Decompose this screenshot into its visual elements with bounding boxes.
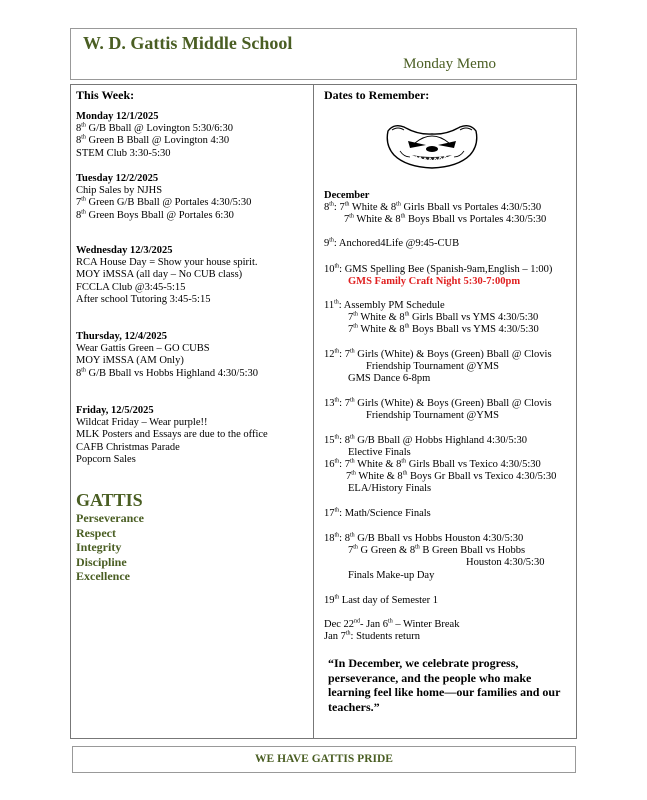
day-block <box>76 173 251 222</box>
day-block <box>76 111 233 160</box>
month-heading: December <box>324 190 370 201</box>
day-item: Wear Gattis Green – GO CUBS <box>76 343 210 355</box>
day-item: STEM Club 3:30-5:30 <box>76 147 171 159</box>
day-item: MOY iMSSA (all day – No CUB class) <box>76 269 243 281</box>
event-line: 15th: 8th G/B Bball @ Hobbs Highland 4:30/5:30 <box>324 434 528 446</box>
quote: “In December, we celebrate progress, perseverance, and the people who make learning feel like home—our families and our teachers.” <box>328 656 561 714</box>
day-date: Friday, 12/5/2025 <box>76 405 154 416</box>
event-line: 7th G Green & 8th B Green Bball vs Hobbs <box>348 544 526 556</box>
day-item: 8th Green Boys Bball @ Portales 6:30 <box>76 209 234 221</box>
this-week-heading: This Week: <box>76 88 135 102</box>
day-date: Wednesday 12/3/2025 <box>76 245 173 256</box>
dates-heading: Dates to Remember: <box>324 88 430 102</box>
value-item: Perseverance <box>76 511 144 525</box>
day-block <box>76 405 268 466</box>
day-date: Thursday, 12/4/2025 <box>76 331 168 342</box>
event-line: 11th: Assembly PM Schedule <box>324 299 445 311</box>
event-line-highlight: GMS Family Craft Night 5:30-7:00pm <box>348 276 521 287</box>
day-item: Chip Sales by NJHS <box>76 185 163 197</box>
event-line: 19th Last day of Semester 1 <box>324 594 439 606</box>
event-line: Dec 22nd- Jan 6th – Winter Break <box>324 618 460 630</box>
value-item: Respect <box>76 525 116 540</box>
event-line: 7th White & 8th Girls Bball vs YMS 4:30/5:30 <box>348 311 539 323</box>
event-line: ELA/History Finals <box>348 483 432 494</box>
day-block <box>76 331 258 380</box>
day-item: RCA House Day = Show your house spirit. <box>76 257 258 269</box>
footer-banner: WE HAVE GATTIS PRIDE <box>72 746 576 773</box>
event-line: Finals Make-up Day <box>348 570 435 581</box>
day-date: Monday 12/1/2025 <box>76 111 159 122</box>
event-line: Friendship Tournament @YMS <box>366 361 499 372</box>
event-line: 12th: 7th Girls (White) & Boys (Green) Bball @ Clovis <box>324 348 552 360</box>
event-line: 16th: 7th White & 8th Girls Bball vs Texico 4:30/5:30 <box>324 458 541 470</box>
day-item: FCCLA Club @3:45-5:15 <box>76 281 186 293</box>
event-line: Jan 7th: Students return <box>324 630 420 642</box>
day-item: After school Tutoring 3:45-5:15 <box>76 293 211 305</box>
event-line: 13th: 7th Girls (White) & Boys (Green) Bball @ Clovis <box>324 397 552 409</box>
bear-mascot-icon <box>382 121 482 171</box>
event-line: 10th: GMS Spelling Bee (Spanish-9am,English – 1:00) <box>324 263 553 275</box>
day-item: MOY iMSSA (AM Only) <box>76 355 184 367</box>
gattis-title: GATTIS <box>76 490 143 510</box>
day-item: 8th G/B Bball vs Hobbs Highland 4:30/5:30 <box>76 367 259 379</box>
event-line: 7th White & 8th Boys Bball vs Portales 4:30/5:30 <box>344 213 547 225</box>
event-line: Friendship Tournament @YMS <box>366 410 499 421</box>
value-item: Excellence <box>76 569 130 583</box>
event-line: 17th: Math/Science Finals <box>324 507 431 519</box>
memo-title: Monday Memo <box>403 56 496 72</box>
event-line: 7th White & 8th Boys Gr Bball vs Texico 4:30/5:30 <box>346 470 557 482</box>
day-item: 8th Green B Bball @ Lovington 4:30 <box>76 134 230 147</box>
main-box <box>70 84 577 739</box>
event-line: 7th White & 8th Boys Bball vs YMS 4:30/5:30 <box>348 323 539 335</box>
day-item: MLK Posters and Essays are due to the office <box>76 429 268 441</box>
event-line: Elective Finals <box>348 447 411 458</box>
event-line: 18th: 8th G/B Bball vs Hobbs Houston 4:30/5:30 <box>324 532 524 544</box>
column-divider <box>313 85 314 738</box>
day-item: 8th G/B Bball @ Lovington 5:30/6:30 <box>76 122 233 135</box>
day-date: Tuesday 12/2/2025 <box>76 173 159 184</box>
day-block <box>76 245 258 306</box>
day-item: CAFB Christmas Parade <box>76 441 180 453</box>
event-line: GMS Dance 6-8pm <box>348 373 431 384</box>
event-line: 8th: 7th White & 8th Girls Bball vs Portales 4:30/5:30 <box>324 201 542 213</box>
value-item: Integrity <box>76 540 122 554</box>
gattis-values <box>76 489 144 584</box>
day-item: Popcorn Sales <box>76 453 136 465</box>
day-item: Wildcat Friday – Wear purple!! <box>76 417 208 429</box>
event-line: 9th: Anchored4Life @9:45-CUB <box>324 237 460 249</box>
header-box <box>70 28 577 80</box>
school-name: W. D. Gattis Middle School <box>83 33 293 53</box>
event-line: Houston 4:30/5:30 <box>466 557 545 568</box>
value-item: Discipline <box>76 554 127 569</box>
day-item: 7th Green G/B Bball @ Portales 4:30/5:30 <box>76 196 252 209</box>
